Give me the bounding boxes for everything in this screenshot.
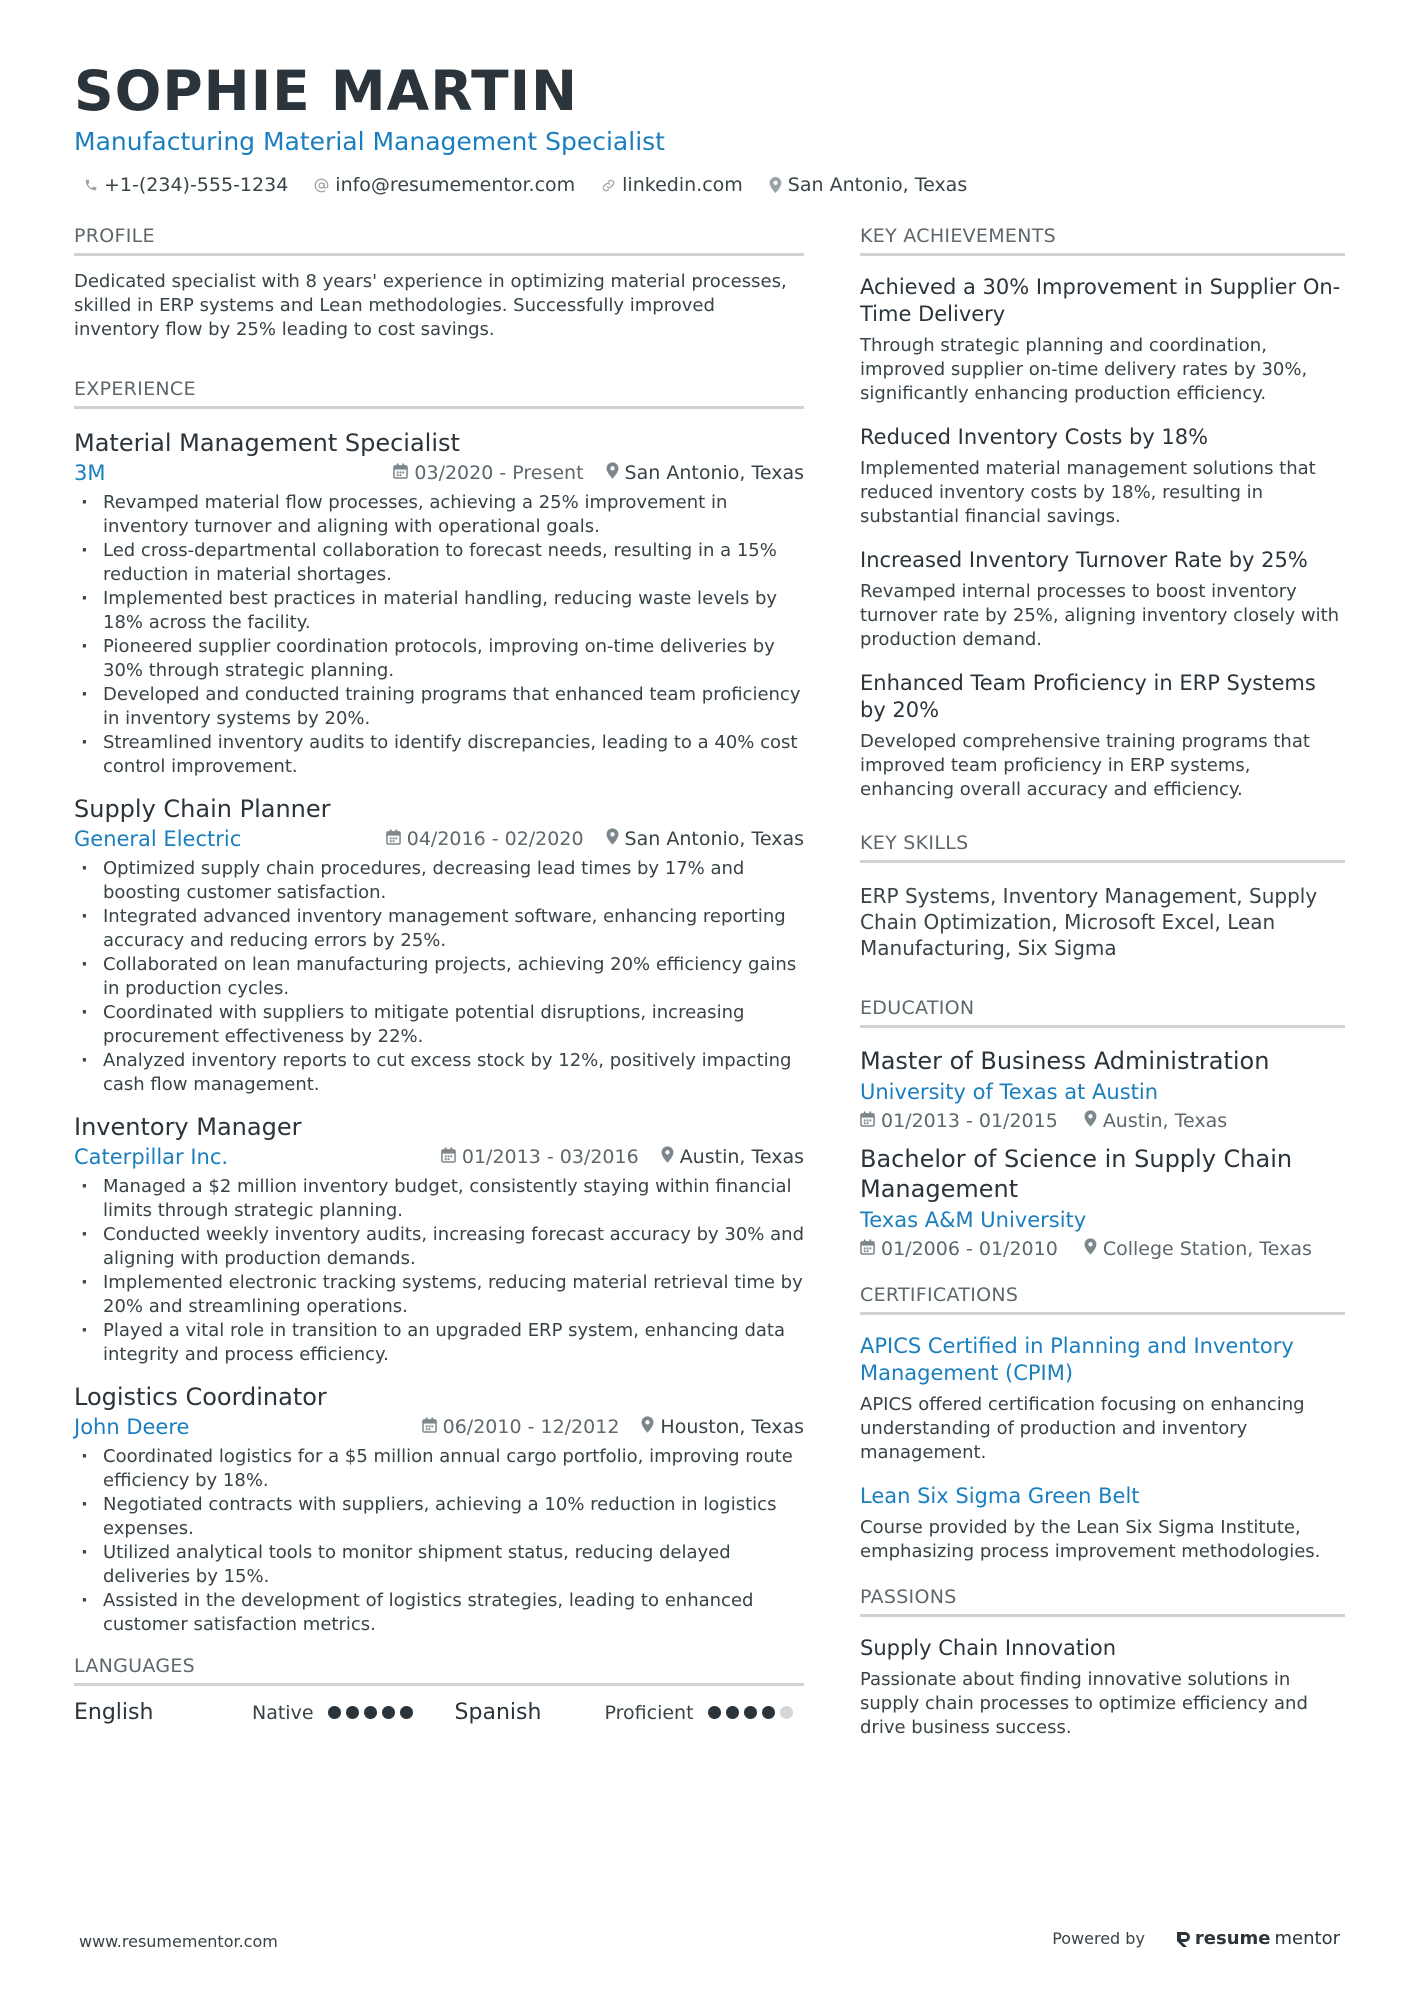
education-item bbox=[860, 1046, 1345, 1132]
achievement-desc: Developed comprehensive training programs that improved team proficiency in ERP systems, enhancing overall accuracy and efficiency. bbox=[860, 731, 1310, 800]
education-school[interactable]: Texas A&M University bbox=[860, 1208, 1087, 1232]
achievement-item bbox=[860, 547, 1345, 652]
job-bullet: · Streamlined inventory audits to identify discrepancies, leading to a 40% cost control improvement. bbox=[74, 731, 804, 779]
job-location bbox=[661, 1146, 804, 1168]
map-pin-icon bbox=[641, 1416, 654, 1438]
job-meta-right bbox=[422, 1416, 804, 1438]
job-bullet: · Led cross-departmental collaboration to forecast needs, resulting in a 15% reduction in material shortages. bbox=[74, 539, 804, 587]
achievement-item bbox=[860, 670, 1345, 802]
job-bullets bbox=[74, 491, 804, 779]
job-location-text: Austin, Texas bbox=[679, 1146, 804, 1168]
brand-logo-icon bbox=[1175, 1930, 1191, 1948]
education-dates bbox=[860, 1238, 1058, 1260]
achievements-heading: KEY ACHIEVEMENTS bbox=[860, 225, 1345, 256]
job-dates bbox=[422, 1416, 620, 1438]
job-title: Supply Chain Planner bbox=[74, 795, 331, 823]
job-bullet: · Collaborated on lean manufacturing projects, achieving 20% efficiency gains in production cycles. bbox=[74, 953, 804, 1001]
job-location-text: Houston, Texas bbox=[660, 1416, 804, 1438]
contact-linkedin[interactable] bbox=[601, 174, 743, 196]
certification-title[interactable]: APICS Certified in Planning and Inventory Management (CPIM) bbox=[860, 1334, 1294, 1385]
job-title: Logistics Coordinator bbox=[74, 1383, 327, 1411]
language-rating bbox=[708, 1706, 793, 1719]
education-dates bbox=[860, 1110, 1058, 1132]
achievement-desc: Revamped internal processes to boost inventory turnover rate by 25%, aligning inventory closely with production demand. bbox=[860, 581, 1340, 650]
passions-list bbox=[860, 1635, 1345, 1740]
calendar-icon bbox=[860, 1238, 875, 1260]
certification-item bbox=[860, 1483, 1345, 1564]
footer-website[interactable]: www.resumementor.com bbox=[79, 1932, 278, 1951]
job-dates-text: 06/2010 - 12/2012 bbox=[442, 1416, 620, 1438]
job-dates bbox=[386, 828, 584, 850]
language-level: Proficient bbox=[604, 1701, 694, 1724]
passions-section bbox=[860, 1586, 1345, 1740]
map-pin-icon bbox=[769, 177, 782, 193]
education-heading: EDUCATION bbox=[860, 997, 1345, 1028]
achievements-section bbox=[860, 225, 1345, 802]
job-entry bbox=[74, 1381, 804, 1637]
achievements-list bbox=[860, 274, 1345, 802]
brand-logo[interactable] bbox=[1175, 1928, 1340, 1949]
achievement-item bbox=[860, 274, 1345, 406]
job-meta bbox=[74, 1145, 804, 1169]
linkedin-text: linkedin.com bbox=[622, 174, 743, 196]
powered-by-text: Powered by bbox=[1052, 1929, 1145, 1948]
job-bullet: · Negotiated contracts with suppliers, achieving a 10% reduction in logistics expenses. bbox=[74, 1493, 804, 1541]
passion-item bbox=[860, 1635, 1345, 1740]
calendar-icon bbox=[422, 1416, 437, 1438]
language-name: Spanish bbox=[454, 1700, 542, 1725]
rating-dot bbox=[744, 1706, 757, 1719]
contact-phone[interactable] bbox=[84, 174, 288, 196]
education-location bbox=[1084, 1110, 1227, 1132]
job-bullet: · Optimized supply chain procedures, decreasing lead times by 17% and boosting customer satisfaction. bbox=[74, 857, 804, 905]
education-dates-text: 01/2006 - 01/2010 bbox=[881, 1238, 1058, 1260]
experience-section bbox=[74, 378, 804, 1637]
job-meta bbox=[74, 461, 804, 485]
brand-name-part2: mentor bbox=[1274, 1928, 1340, 1949]
calendar-icon bbox=[441, 1146, 456, 1168]
certification-title[interactable]: Lean Six Sigma Green Belt bbox=[860, 1484, 1140, 1508]
rating-dot bbox=[328, 1706, 341, 1719]
language-rating bbox=[328, 1706, 413, 1719]
resume-header bbox=[74, 58, 1344, 196]
certification-desc: APICS offered certification focusing on enhancing understanding of production and inventory management. bbox=[860, 1394, 1305, 1463]
contact-location bbox=[769, 174, 967, 196]
job-location bbox=[606, 828, 804, 850]
education-meta bbox=[860, 1110, 1345, 1132]
achievement-title: Reduced Inventory Costs by 18% bbox=[860, 425, 1209, 449]
job-dates-text: 04/2016 - 02/2020 bbox=[406, 828, 584, 850]
left-column bbox=[74, 225, 804, 1725]
location-text: San Antonio, Texas bbox=[787, 174, 968, 196]
link-icon bbox=[601, 178, 616, 193]
job-bullet: · Managed a $2 million inventory budget, consistently staying within financial limits through strategic planning. bbox=[74, 1175, 804, 1223]
job-dates bbox=[441, 1146, 639, 1168]
achievement-desc: Through strategic planning and coordination, improved supplier on-time delivery rates by 30%, significantly enhancing production efficiency. bbox=[860, 335, 1308, 404]
job-location-text: San Antonio, Texas bbox=[624, 828, 804, 850]
job-meta bbox=[74, 827, 804, 851]
achievement-title: Enhanced Team Proficiency in ERP Systems by 20% bbox=[860, 671, 1316, 722]
job-dates-text: 03/2020 - Present bbox=[414, 462, 584, 484]
certifications-heading: CERTIFICATIONS bbox=[860, 1284, 1345, 1315]
passion-title: Supply Chain Innovation bbox=[860, 1636, 1117, 1660]
passion-desc: Passionate about finding innovative solutions in supply chain processes to optimize efficiency and drive business success. bbox=[860, 1669, 1308, 1738]
languages-section bbox=[74, 1655, 804, 1725]
certification-item bbox=[860, 1333, 1345, 1465]
job-dates bbox=[393, 462, 583, 484]
job-bullet: · Assisted in the development of logistics strategies, leading to enhanced customer satisfaction metrics. bbox=[74, 1589, 804, 1637]
skills-text: ERP Systems, Inventory Management, Supply Chain Optimization, Microsoft Excel, Lean Manufacturing, Six Sigma bbox=[860, 884, 1318, 960]
job-bullet: · Coordinated with suppliers to mitigate potential disruptions, increasing procurement effectiveness by 22%. bbox=[74, 1001, 804, 1049]
map-pin-icon bbox=[661, 1146, 674, 1168]
education-list bbox=[860, 1046, 1345, 1260]
brand-name-part1: resume bbox=[1194, 1928, 1271, 1949]
candidate-name: SOPHIE MARTIN bbox=[74, 59, 579, 123]
profile-section bbox=[74, 225, 804, 342]
map-pin-icon bbox=[606, 462, 619, 484]
passions-heading: PASSIONS bbox=[860, 1586, 1345, 1617]
candidate-title: Manufacturing Material Management Specialist bbox=[74, 127, 665, 156]
education-location bbox=[1084, 1238, 1312, 1260]
achievement-title: Increased Inventory Turnover Rate by 25% bbox=[860, 548, 1308, 572]
rating-dot bbox=[762, 1706, 775, 1719]
languages-row bbox=[74, 1700, 804, 1725]
company-name[interactable]: Caterpillar Inc. bbox=[74, 1145, 229, 1169]
job-bullet: · Integrated advanced inventory management software, enhancing reporting accuracy and reducing errors by 25%. bbox=[74, 905, 804, 953]
job-entry bbox=[74, 427, 804, 779]
job-meta bbox=[74, 1415, 804, 1439]
job-bullet: · Utilized analytical tools to monitor shipment status, reducing delayed deliveries by 15%. bbox=[74, 1541, 804, 1589]
job-bullet: · Pioneered supplier coordination protocols, improving on-time deliveries by 30% through strategic planning. bbox=[74, 635, 804, 683]
job-location-text: San Antonio, Texas bbox=[624, 462, 804, 484]
at-icon bbox=[314, 178, 329, 193]
job-bullet: · Played a vital role in transition to an upgraded ERP system, enhancing data integrity and process efficiency. bbox=[74, 1319, 804, 1367]
education-degree: Master of Business Administration bbox=[860, 1047, 1270, 1075]
phone-icon bbox=[84, 178, 98, 192]
job-location bbox=[606, 462, 804, 484]
job-bullet: · Implemented electronic tracking systems, reducing material retrieval time by 20% and streamlining operations. bbox=[74, 1271, 804, 1319]
company-name[interactable]: John Deere bbox=[74, 1415, 190, 1439]
achievement-title: Achieved a 30% Improvement in Supplier On-Time Delivery bbox=[860, 275, 1341, 326]
certifications-list bbox=[860, 1333, 1345, 1564]
job-bullet: · Implemented best practices in material handling, reducing waste levels by 18% across the facility. bbox=[74, 587, 804, 635]
contact-email[interactable] bbox=[314, 174, 575, 196]
rating-dot bbox=[382, 1706, 395, 1719]
skills-section bbox=[860, 832, 1345, 961]
profile-heading: PROFILE bbox=[74, 225, 804, 256]
job-dates-text: 01/2013 - 03/2016 bbox=[461, 1146, 639, 1168]
certification-desc: Course provided by the Lean Six Sigma Institute, emphasizing process improvement methodologies. bbox=[860, 1517, 1321, 1562]
job-entry bbox=[74, 793, 804, 1097]
education-location-text: Austin, Texas bbox=[1102, 1110, 1228, 1132]
footer-brand bbox=[1052, 1928, 1340, 1949]
certifications-section bbox=[860, 1284, 1345, 1564]
languages-heading: LANGUAGES bbox=[74, 1655, 804, 1686]
job-title: Inventory Manager bbox=[74, 1113, 302, 1141]
rating-dot bbox=[364, 1706, 377, 1719]
achievement-desc: Implemented material management solutions that reduced inventory costs by 18%, resulting in substantial financial savings. bbox=[860, 458, 1316, 527]
job-meta-right bbox=[441, 1146, 804, 1168]
education-degree: Bachelor of Science in Supply Chain Management bbox=[860, 1145, 1293, 1203]
education-dates-text: 01/2013 - 01/2015 bbox=[881, 1110, 1058, 1132]
job-title: Material Management Specialist bbox=[74, 429, 460, 457]
calendar-icon bbox=[860, 1110, 875, 1132]
contact-bar bbox=[74, 174, 1344, 196]
achievement-item bbox=[860, 424, 1345, 529]
rating-dot bbox=[708, 1706, 721, 1719]
job-location bbox=[641, 1416, 804, 1438]
right-column bbox=[860, 225, 1345, 1758]
education-location-text: College Station, Texas bbox=[1102, 1238, 1312, 1260]
map-pin-icon bbox=[1084, 1238, 1097, 1260]
job-bullet: · Analyzed inventory reports to cut excess stock by 12%, positively impacting cash flow management. bbox=[74, 1049, 804, 1097]
rating-dot bbox=[400, 1706, 413, 1719]
company-name[interactable]: General Electric bbox=[74, 827, 242, 851]
calendar-icon bbox=[386, 828, 401, 850]
map-pin-icon bbox=[606, 828, 619, 850]
education-meta bbox=[860, 1238, 1345, 1260]
job-bullets bbox=[74, 1445, 804, 1637]
education-item bbox=[860, 1144, 1345, 1260]
rating-dot bbox=[780, 1706, 793, 1719]
job-meta-right bbox=[393, 462, 804, 484]
jobs-list bbox=[74, 427, 804, 1637]
phone-text: +1-(234)-555-1234 bbox=[104, 174, 289, 196]
calendar-icon bbox=[393, 462, 408, 484]
job-bullet: · Conducted weekly inventory audits, increasing forecast accuracy by 30% and aligning with production demands. bbox=[74, 1223, 804, 1271]
profile-text: Dedicated specialist with 8 years' experience in optimizing material processes, skilled in ERP systems and Lean methodologies. Successfully improved inventory flow by 25% leading to cost savings. bbox=[74, 271, 787, 340]
job-meta-right bbox=[386, 828, 804, 850]
language-name: English bbox=[74, 1700, 154, 1725]
job-bullets bbox=[74, 1175, 804, 1367]
job-bullet: · Developed and conducted training programs that enhanced team proficiency in inventory systems by 20%. bbox=[74, 683, 804, 731]
company-name[interactable]: 3M bbox=[74, 461, 106, 485]
job-entry bbox=[74, 1111, 804, 1367]
rating-dot bbox=[346, 1706, 359, 1719]
job-bullet: · Revamped material flow processes, achieving a 25% improvement in inventory turnover and aligning with operational goals. bbox=[74, 491, 804, 539]
language-level: Native bbox=[252, 1701, 314, 1724]
job-bullets bbox=[74, 857, 804, 1097]
email-text: info@resumementor.com bbox=[335, 174, 576, 196]
experience-heading: EXPERIENCE bbox=[74, 378, 804, 409]
skills-heading: KEY SKILLS bbox=[860, 832, 1345, 863]
education-school[interactable]: University of Texas at Austin bbox=[860, 1080, 1159, 1104]
rating-dot bbox=[726, 1706, 739, 1719]
job-bullet: · Coordinated logistics for a $5 million annual cargo portfolio, improving route efficiency by 18%. bbox=[74, 1445, 804, 1493]
education-section bbox=[860, 997, 1345, 1260]
map-pin-icon bbox=[1084, 1110, 1097, 1132]
